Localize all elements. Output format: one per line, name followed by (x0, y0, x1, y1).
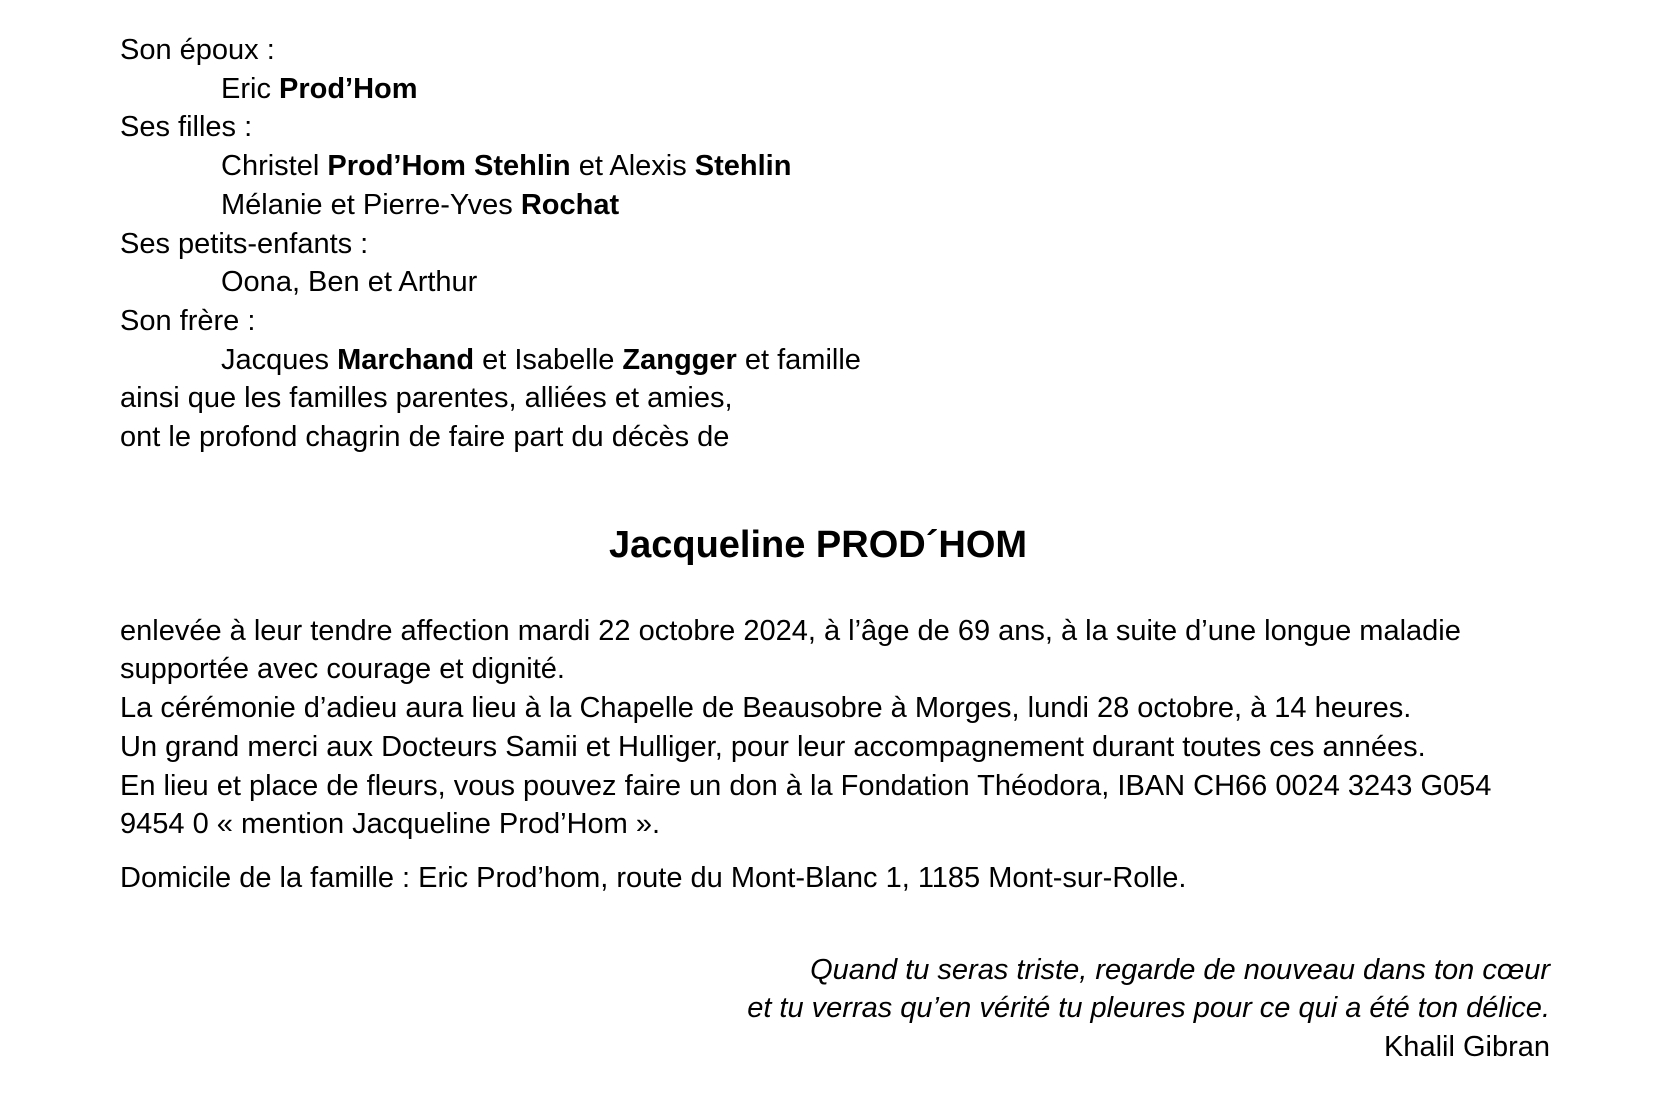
text-segment: En lieu et place de fleurs, vous pouvez faire un don à la Fondation Théodora, IBAN CH66 0024 3243 G054 (120, 769, 1492, 802)
text-line (120, 225, 1654, 264)
text-line (0, 989, 1550, 1028)
text-line (120, 263, 1654, 302)
deceased-name-title: Jacqueline PROD´HOM (608, 523, 1028, 566)
text-segment: Quand tu seras triste, regarde de nouveau dans ton cœur (810, 953, 1550, 986)
text-line (120, 147, 1654, 186)
bold-family-name: Marchand (337, 343, 475, 376)
text-segment: et tu verras qu’en vérité tu pleures pour ce qui a été ton délice. (747, 992, 1550, 1025)
text-segment: Jacques (221, 343, 338, 376)
quote-attribution: Khalil Gibran (1383, 1031, 1550, 1064)
text-line (120, 728, 1654, 767)
domicile-line: Domicile de la famille : Eric Prod’hom, route du Mont-Blanc 1, 1185 Mont-sur-Rolle. (120, 861, 1187, 894)
text-line (120, 341, 1654, 380)
text-line (120, 612, 1654, 651)
family-list (0, 31, 1654, 457)
text-line (0, 951, 1550, 990)
text-segment: et Isabelle (474, 343, 623, 376)
text-segment: Eric (221, 72, 279, 105)
text-segment: Christel (221, 150, 328, 183)
text-line (120, 805, 1654, 844)
text-line (120, 379, 1654, 418)
bold-family-name: Prod’Hom Stehlin (327, 150, 571, 183)
notice-body (0, 612, 1654, 844)
text-line (120, 70, 1654, 109)
text-segment: Ses filles : (120, 111, 253, 144)
text-segment: et famille (736, 343, 861, 376)
text-segment: supportée avec courage et dignité. (120, 653, 565, 686)
text-segment: Oona, Ben et Arthur (221, 266, 478, 299)
text-segment: ainsi que les familles parentes, alliées et amies, (120, 382, 733, 415)
text-segment: enlevée à leur tendre affection mardi 22 octobre 2024, à l’âge de 69 ans, à la suite d’une longue maladie (120, 614, 1461, 647)
text-segment: La cérémonie d’adieu aura lieu à la Chapelle de Beausobre à Morges, lundi 28 octobre, à 14 heures. (120, 692, 1412, 725)
text-segment: Son époux : (120, 34, 275, 66)
bold-family-name: Zangger (622, 343, 737, 376)
text-segment: ont le profond chagrin de faire part du décès de (120, 421, 730, 454)
text-segment: Son frère : (120, 304, 256, 337)
bold-family-name: Prod’Hom (279, 72, 418, 105)
text-line (120, 31, 1654, 70)
text-segment: Ses petits-enfants : (120, 227, 369, 260)
bold-family-name: Stehlin (694, 150, 792, 183)
text-line (120, 689, 1654, 728)
text-line (120, 418, 1654, 457)
text-line (120, 108, 1654, 147)
text-line (120, 767, 1654, 806)
quote-lines (0, 951, 1550, 1028)
text-segment: 9454 0 « mention Jacqueline Prod’Hom ». (120, 808, 661, 841)
text-line (120, 302, 1654, 341)
bold-family-name: Rochat (520, 188, 620, 221)
text-line (120, 186, 1654, 225)
text-line (120, 650, 1654, 689)
text-segment: Un grand merci aux Docteurs Samii et Hulliger, pour leur accompagnement durant toutes ces années. (120, 730, 1426, 763)
text-segment: Mélanie et Pierre-Yves (221, 188, 521, 221)
quote-block (0, 951, 1654, 1067)
text-segment: et Alexis (570, 150, 695, 183)
